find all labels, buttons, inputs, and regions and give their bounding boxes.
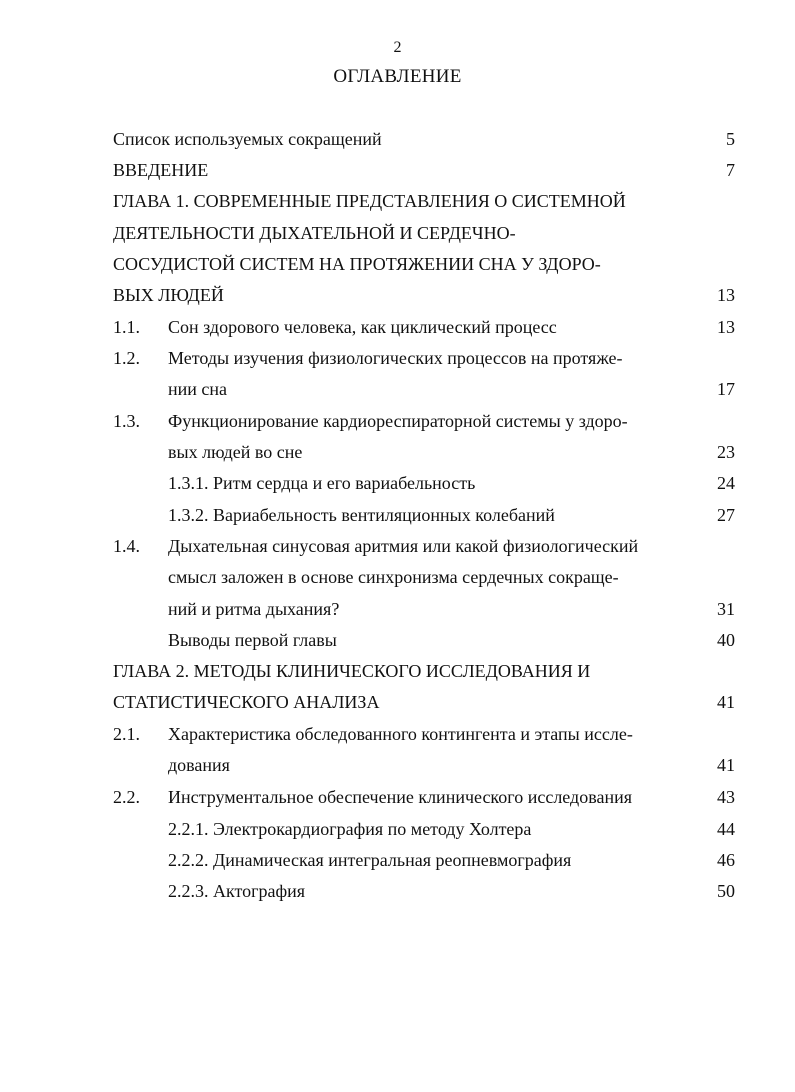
toc-entry-text: 2.2.1. Электрокардиография по методу Холтера	[168, 819, 532, 839]
toc-entry-text-line: Дыхательная синусовая аритмия или какой физиологический	[168, 536, 639, 556]
toc-entry-page: 7	[726, 160, 735, 180]
toc-entry-number: 2.1.	[113, 724, 140, 744]
toc-entry-page: 27	[717, 505, 735, 525]
toc-entry-page: 41	[717, 692, 735, 712]
toc-entry-number: 2.2.	[113, 787, 140, 807]
toc-entry-page: 46	[717, 850, 735, 870]
toc-entry-text-line: ДЕЯТЕЛЬНОСТИ ДЫХАТЕЛЬНОЙ И СЕРДЕЧНО-	[113, 223, 516, 243]
toc-entry-page: 5	[726, 129, 735, 149]
toc-entry-text-line: дования	[168, 755, 230, 775]
toc-entry-page: 44	[717, 819, 735, 839]
toc-entry-text-line: ВЫХ ЛЮДЕЙ	[113, 285, 224, 305]
toc-entry-number: 1.3.	[113, 411, 140, 431]
toc-entry-text-line: ГЛАВА 2. МЕТОДЫ КЛИНИЧЕСКОГО ИССЛЕДОВАНИЯ И	[113, 661, 591, 681]
toc-entry-text: 1.3.2. Вариабельность вентиляционных колебаний	[168, 505, 555, 525]
toc-entry-page: 23	[717, 442, 735, 462]
toc-entry-text-line: ГЛАВА 1. СОВРЕМЕННЫЕ ПРЕДСТАВЛЕНИЯ О СИСТЕМНОЙ	[113, 191, 626, 211]
toc-entry-text-line: Инструментальное обеспечение клинического исследования	[168, 787, 633, 807]
toc-entry-text-line: Функционирование кардиореспираторной системы у здоро-	[168, 411, 628, 431]
toc-entry-page: 41	[717, 755, 735, 775]
toc-entry-text-line: Сон здорового человека, как циклический процесс	[168, 317, 557, 337]
toc-entry-page: 13	[717, 317, 735, 337]
toc-entry-text-line: нии сна	[168, 379, 228, 399]
toc-entry-text: ВВЕДЕНИЕ	[113, 160, 209, 180]
toc-entry-text-line: смысл заложен в основе синхронизма сердечных сокраще-	[168, 567, 619, 587]
toc-entry-page: 31	[717, 599, 735, 619]
toc-entry-text: 1.3.1. Ритм сердца и его вариабельность	[168, 473, 476, 493]
toc-entry-number: 1.1.	[113, 317, 140, 337]
toc-entry-text: 2.2.3. Актография	[168, 881, 306, 901]
toc-entry-page: 50	[717, 881, 735, 901]
toc-entry-page: 24	[717, 473, 735, 493]
toc-entry-number: 1.2.	[113, 348, 140, 368]
page-title: ОГЛАВЛЕНИЕ	[333, 66, 462, 87]
toc-entry-page: 43	[717, 787, 735, 807]
toc-entry-text-line: СТАТИСТИЧЕСКОГО АНАЛИЗА	[113, 692, 380, 712]
toc-entry-text-line: вых людей во сне	[168, 442, 303, 462]
toc-entry-text: 2.2.2. Динамическая интегральная реопневмография	[168, 850, 572, 870]
toc-entry-page: 40	[717, 630, 735, 650]
toc-entry-text-line: СОСУДИСТОЙ СИСТЕМ НА ПРОТЯЖЕНИИ СНА У ЗДОРО-	[113, 254, 601, 274]
toc-entry-page: 13	[717, 285, 735, 305]
page-number: 2	[393, 39, 402, 56]
toc-entry-number: 1.4.	[113, 536, 140, 556]
toc-entry-text-line: Характеристика обследованного контингента и этапы иссле-	[168, 724, 633, 744]
toc-entry-text-line: ний и ритма дыхания?	[168, 599, 340, 619]
toc-entry-text: Выводы первой главы	[168, 630, 337, 650]
toc-entry-page: 17	[717, 379, 735, 399]
toc-entry-text: Список используемых сокращений	[113, 129, 382, 149]
toc-entry-text-line: Методы изучения физиологических процессов на протяже-	[168, 348, 623, 368]
